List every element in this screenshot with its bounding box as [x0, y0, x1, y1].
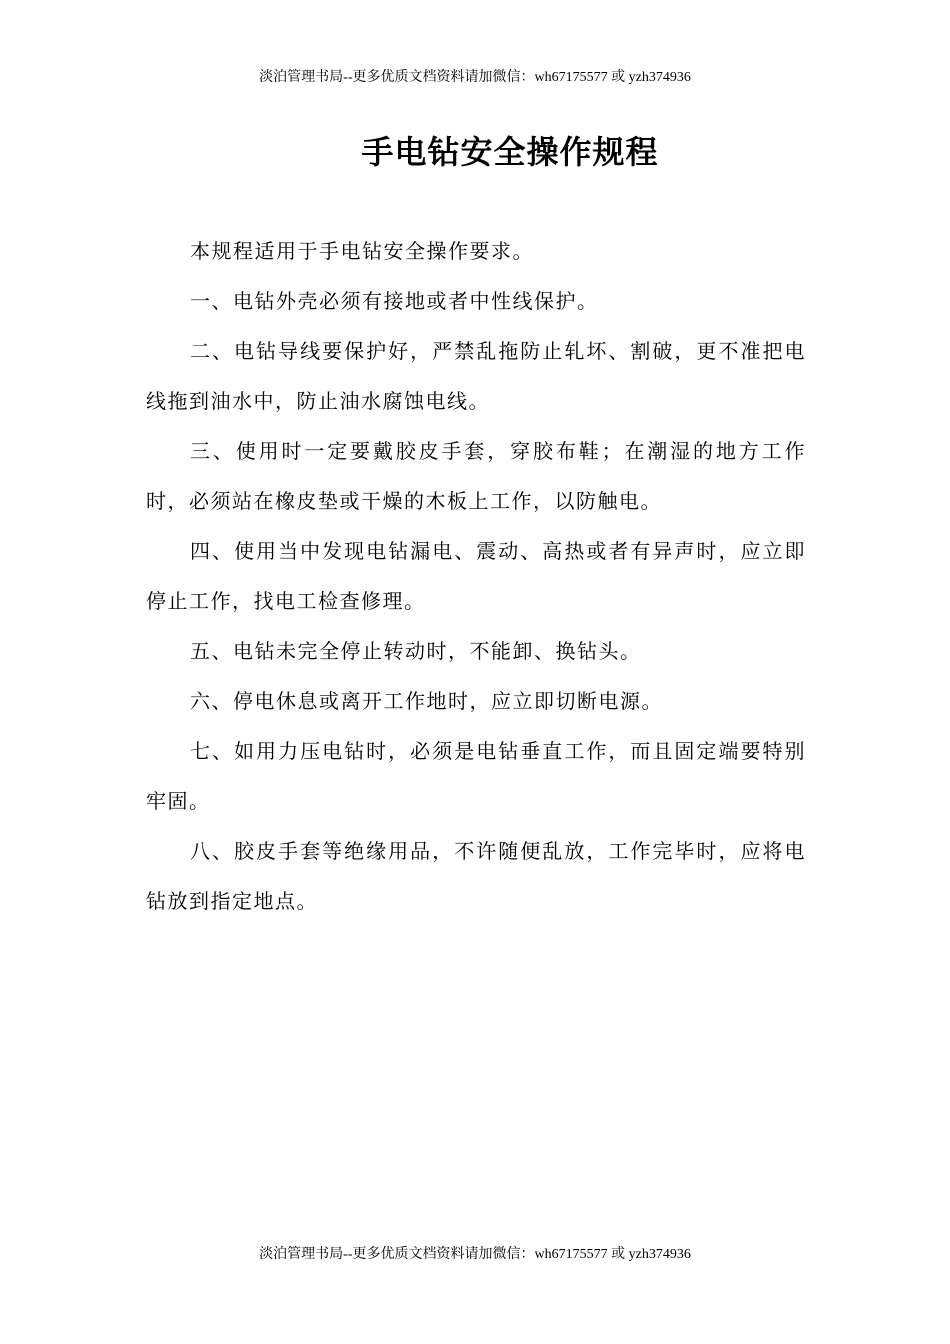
- rule-paragraph-5: 五、电钻未完全停止转动时，不能卸、换钻头。: [190, 639, 642, 663]
- page-header: 淡泊管理书局--更多优质文档资料请加微信：wh67175577 或 yzh374936: [259, 70, 691, 85]
- page-footer: 淡泊管理书局--更多优质文档资料请加微信：wh67175577 或 yzh374936: [259, 1247, 691, 1262]
- rule-paragraph-2: 二、电钻导线要保护好，严禁乱拖防止轧坏、割破，更不准把电线拖到油水中，防止油水腐蚀电线。: [146, 339, 806, 413]
- rule-paragraph-1: 一、电钻外壳必须有接地或者中性线保护。: [190, 289, 599, 313]
- document-body: [146, 226, 806, 926]
- rule-paragraph-4: 四、使用当中发现电钻漏电、震动、高热或者有异声时，应立即停止工作，找电工检查修理。: [146, 539, 806, 613]
- rule-paragraph-6: 六、停电休息或离开工作地时，应立即切断电源。: [190, 689, 663, 713]
- rule-paragraph-7: 七、如用力压电钻时，必须是电钻垂直工作，而且固定端要特别牢固。: [146, 739, 806, 813]
- intro-paragraph: 本规程适用于手电钻安全操作要求。: [190, 239, 534, 263]
- rule-paragraph-8: 八、胶皮手套等绝缘用品，不许随便乱放，工作完毕时，应将电钻放到指定地点。: [146, 839, 806, 913]
- rule-paragraph-3: 三、使用时一定要戴胶皮手套，穿胶布鞋；在潮湿的地方工作时，必须站在橡皮垫或干燥的木板上工作，以防触电。: [146, 439, 806, 513]
- document-title: 手电钻安全操作规程: [361, 133, 659, 171]
